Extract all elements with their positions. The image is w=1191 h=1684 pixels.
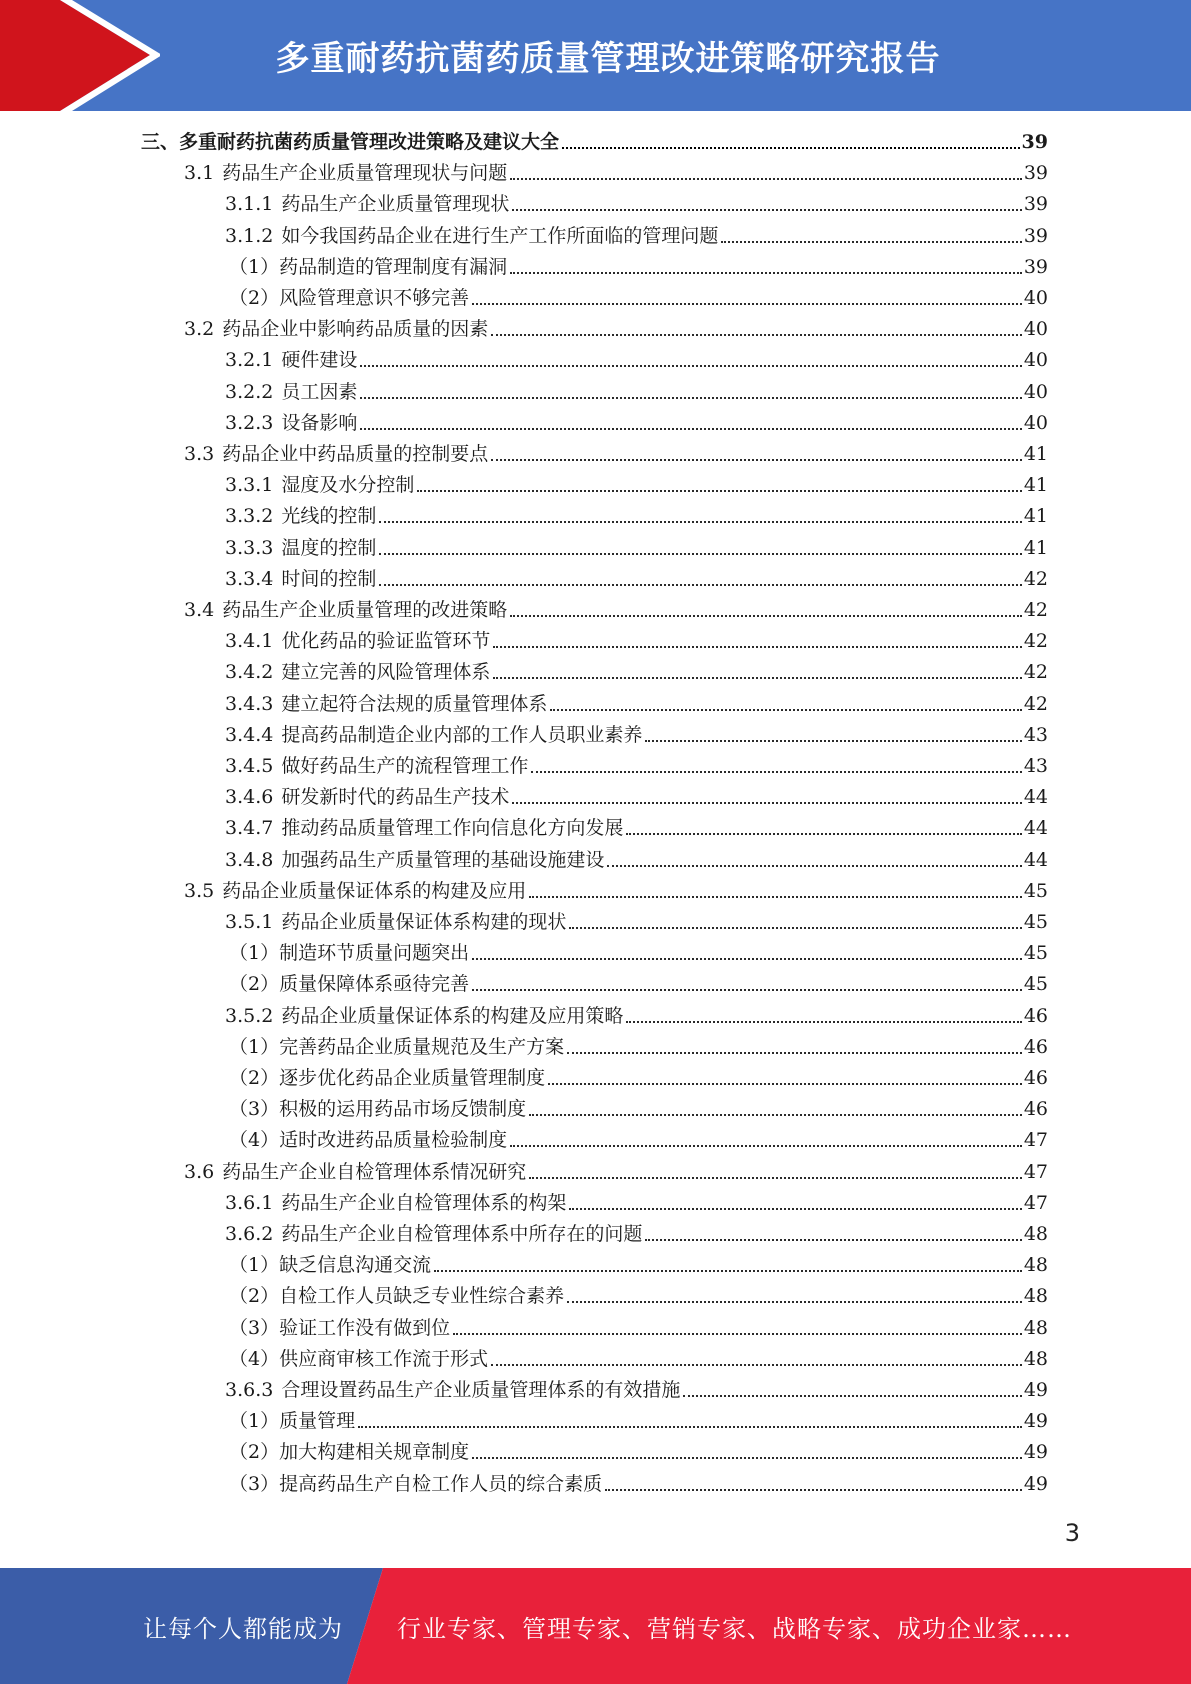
toc-dot-leader xyxy=(529,1176,1022,1179)
toc-entry[interactable] xyxy=(225,1001,1048,1029)
toc-entry-title: 建立起符合法规的质量管理体系 xyxy=(281,692,548,715)
toc-entry-number: 3.2 xyxy=(184,318,215,341)
toc-entry[interactable] xyxy=(229,1094,1048,1122)
toc-entry[interactable] xyxy=(229,1063,1048,1091)
toc-entry-title: （1）缺乏信息沟通交流 xyxy=(229,1254,432,1277)
toc-entry-page: 42 xyxy=(1023,599,1048,621)
toc-dot-leader xyxy=(510,177,1022,180)
toc-entry-page: 49 xyxy=(1023,1379,1048,1401)
toc-entry-page: 48 xyxy=(1023,1316,1048,1339)
toc-entry[interactable] xyxy=(225,408,1048,436)
toc-dot-leader xyxy=(379,583,1021,586)
toc-entry-number: 3.2.3 xyxy=(225,411,274,434)
toc-entry[interactable] xyxy=(225,345,1048,373)
toc-entry[interactable] xyxy=(225,377,1048,405)
toc-dot-leader xyxy=(360,364,1021,367)
toc-entry-page: 45 xyxy=(1023,973,1048,996)
toc-dot-leader xyxy=(493,676,1021,679)
toc-entry-title: （2）风险管理意识不够完善 xyxy=(229,287,470,309)
toc-dot-leader xyxy=(562,146,1020,149)
toc-entry-page: 41 xyxy=(1023,474,1048,497)
toc-dot-leader xyxy=(491,1363,1022,1366)
toc-entry-title: 温度的控制 xyxy=(281,536,377,559)
toc-entry[interactable] xyxy=(229,1344,1048,1372)
toc-entry-number: 3.4.2 xyxy=(225,661,274,684)
toc-entry-title: （4）供应商审核工作流于形式 xyxy=(229,1347,489,1370)
toc-entry[interactable] xyxy=(229,1032,1048,1060)
toc-dot-leader xyxy=(360,427,1021,430)
toc-entry[interactable] xyxy=(229,1313,1048,1341)
toc-entry-page: 48 xyxy=(1023,1347,1048,1370)
toc-entry-number: 3.6.1 xyxy=(225,1191,274,1214)
toc-entry-page: 44 xyxy=(1023,848,1048,871)
toc-entry-page: 43 xyxy=(1023,723,1048,746)
toc-entry-title: 三、多重耐药抗菌药质量管理改进策略及建议大全 xyxy=(141,131,560,153)
toc-entry-page: 46 xyxy=(1023,1067,1048,1089)
toc-entry-title: 药品生产企业自检管理体系情况研究 xyxy=(222,1160,527,1183)
toc-dot-leader xyxy=(510,614,1022,617)
toc-dot-leader xyxy=(493,645,1021,648)
toc-entry-page: 45 xyxy=(1023,911,1048,933)
toc-entry-title: 硬件建设 xyxy=(281,349,358,372)
toc-entry[interactable] xyxy=(229,252,1048,280)
toc-entry-title: 研发新时代的药品生产技术 xyxy=(281,786,510,809)
toc-dot-leader xyxy=(472,988,1022,991)
toc-dot-leader xyxy=(569,926,1021,929)
toc-entry-number: 3.4.8 xyxy=(225,848,274,871)
toc-entry-page: 41 xyxy=(1023,505,1048,528)
toc-entry-page: 45 xyxy=(1023,942,1048,965)
toc-entry-page: 46 xyxy=(1023,1098,1048,1121)
toc-entry-title: 推动药品质量管理工作向信息化方向发展 xyxy=(281,817,624,840)
toc-entry[interactable] xyxy=(225,470,1048,498)
toc-entry-page: 49 xyxy=(1023,1472,1048,1495)
toc-entry-number: 3.4.4 xyxy=(225,723,274,746)
toc-entry-page: 48 xyxy=(1023,1223,1048,1245)
toc-entry-title: 药品生产企业自检管理体系的构架 xyxy=(281,1191,567,1214)
footer-slogan-left: 让每个人都能成为 xyxy=(143,1614,343,1643)
toc-dot-leader xyxy=(434,1269,1022,1272)
toc-dot-leader xyxy=(548,1082,1022,1085)
toc-entry-page: 40 xyxy=(1023,287,1048,309)
toc-entry-title: （2）逐步优化药品企业质量管理制度 xyxy=(229,1067,546,1089)
toc-entry-title: 合理设置药品生产企业质量管理体系的有效措施 xyxy=(281,1379,681,1401)
toc-entry-title: 光线的控制 xyxy=(281,505,377,528)
toc-dot-leader xyxy=(491,458,1022,461)
toc-dot-leader xyxy=(607,864,1021,867)
toc-entry-page: 44 xyxy=(1023,786,1048,809)
toc-dot-leader xyxy=(626,832,1021,835)
toc-entry-page: 40 xyxy=(1023,411,1048,434)
toc-entry-title: 员工因素 xyxy=(281,380,358,403)
toc-entry-number: 3.5.2 xyxy=(225,1004,274,1027)
toc-entry-page: 49 xyxy=(1023,1441,1048,1464)
toc-entry-number: 3.2.1 xyxy=(225,349,274,372)
toc-entry-number: 3.3 xyxy=(184,443,215,465)
toc-entry[interactable] xyxy=(225,782,1048,810)
toc-entry-title: （1）药品制造的管理制度有漏洞 xyxy=(229,255,508,278)
toc-entry[interactable] xyxy=(184,158,1048,186)
toc-entry-page: 44 xyxy=(1023,817,1048,840)
toc-entry-page: 39 xyxy=(1021,131,1048,153)
toc-dot-leader xyxy=(626,1020,1021,1023)
toc-dot-leader xyxy=(453,1332,1022,1335)
toc-entry-page: 49 xyxy=(1023,1410,1048,1433)
toc-dot-leader xyxy=(531,770,1021,773)
page-number: 3 xyxy=(1064,1519,1080,1547)
toc-entry[interactable] xyxy=(225,533,1048,561)
toc-entry-number: 3.3.4 xyxy=(225,567,274,590)
toc-entry-number: 3.6.2 xyxy=(225,1223,274,1245)
toc-entry-number: 3.3.1 xyxy=(225,474,274,497)
toc-dot-leader xyxy=(472,957,1022,960)
toc-entry-page: 42 xyxy=(1023,692,1048,715)
toc-entry-page: 46 xyxy=(1023,1035,1048,1058)
toc-dot-leader xyxy=(512,801,1021,804)
toc-entry[interactable] xyxy=(141,127,1048,155)
toc-dot-leader xyxy=(721,240,1021,243)
toc-entry-title: 药品生产企业质量管理现状 xyxy=(281,193,510,216)
toc-entry[interactable] xyxy=(225,907,1048,935)
toc-entry-number: 3.4.3 xyxy=(225,692,274,715)
toc-entry-number: 3.5.1 xyxy=(225,911,274,933)
toc-entry-title: 加强药品生产质量管理的基础设施建设 xyxy=(281,848,605,871)
toc-dot-leader xyxy=(379,520,1021,523)
toc-entry[interactable] xyxy=(229,1125,1048,1153)
toc-entry-title: （4）适时改进药品质量检验制度 xyxy=(229,1129,508,1152)
toc-dot-leader xyxy=(645,1238,1021,1241)
toc-dot-leader xyxy=(379,552,1021,555)
toc-entry-title: 如今我国药品企业在进行生产工作所面临的管理问题 xyxy=(281,224,719,247)
toc-entry-page: 42 xyxy=(1023,630,1048,653)
toc-dot-leader xyxy=(358,1425,1022,1428)
toc-entry-number: 3.4.7 xyxy=(225,817,274,840)
page-header xyxy=(0,0,1191,111)
toc-entry[interactable] xyxy=(229,1281,1048,1309)
toc-dot-leader xyxy=(605,1488,1022,1491)
toc-entry-number: 3.1.1 xyxy=(225,193,274,216)
toc-entry-page: 48 xyxy=(1023,1254,1048,1277)
toc-dot-leader xyxy=(567,1300,1022,1303)
toc-dot-leader xyxy=(510,1144,1022,1147)
toc-entry-title: 做好药品生产的流程管理工作 xyxy=(281,755,529,777)
toc-entry-number: 3.6 xyxy=(184,1160,215,1183)
toc-entry[interactable] xyxy=(225,813,1048,841)
toc-entry-page: 41 xyxy=(1023,536,1048,559)
toc-entry-page: 40 xyxy=(1023,380,1048,403)
toc-entry[interactable] xyxy=(225,564,1048,592)
toc-entry[interactable] xyxy=(225,845,1048,873)
toc-entry-page: 41 xyxy=(1023,443,1048,465)
toc-dot-leader xyxy=(529,1113,1022,1116)
toc-entry-number: 3.4.5 xyxy=(225,755,274,777)
toc-entry-page: 48 xyxy=(1023,1285,1048,1308)
toc-entry-page: 40 xyxy=(1023,318,1048,341)
toc-dot-leader xyxy=(417,489,1021,492)
toc-entry-title: （1）质量管理 xyxy=(229,1410,356,1433)
toc-entry[interactable] xyxy=(225,1188,1048,1216)
toc-entry-page: 39 xyxy=(1023,224,1048,247)
toc-entry-number: 3.1 xyxy=(184,162,215,185)
toc-entry[interactable] xyxy=(225,657,1048,685)
toc-entry-title: 优化药品的验证监管环节 xyxy=(281,630,491,653)
footer-slogan-right: 行业专家、管理专家、营销专家、战略专家、成功企业家…… xyxy=(397,1614,1072,1643)
toc-entry[interactable] xyxy=(229,1250,1048,1278)
toc-dot-leader xyxy=(472,302,1022,305)
toc-entry[interactable] xyxy=(225,501,1048,529)
toc-entry-title: （2）质量保障体系亟待完善 xyxy=(229,973,470,996)
toc-entry[interactable] xyxy=(229,969,1048,997)
toc-entry-title: 药品企业质量保证体系的构建及应用 xyxy=(222,879,527,902)
toc-entry-number: 3.1.2 xyxy=(225,224,274,247)
toc-entry[interactable] xyxy=(225,189,1048,217)
toc-entry-title: 湿度及水分控制 xyxy=(281,474,415,497)
toc-entry[interactable] xyxy=(225,221,1048,249)
toc-entry[interactable] xyxy=(229,283,1048,311)
toc-entry[interactable] xyxy=(225,751,1048,779)
toc-entry[interactable] xyxy=(225,1375,1048,1403)
toc-entry-page: 39 xyxy=(1023,162,1048,185)
toc-entry-page: 46 xyxy=(1023,1004,1048,1027)
toc-entry-page: 47 xyxy=(1023,1191,1048,1214)
toc-entry-page: 40 xyxy=(1023,349,1048,372)
toc-entry-page: 47 xyxy=(1023,1129,1048,1152)
toc-entry-page: 39 xyxy=(1023,193,1048,216)
toc-entry-title: 药品企业中药品质量的控制要点 xyxy=(222,443,489,465)
toc-entry[interactable] xyxy=(229,938,1048,966)
toc-entry-title: （2）加大构建相关规章制度 xyxy=(229,1441,470,1464)
toc-entry[interactable] xyxy=(225,689,1048,717)
toc-entry-page: 42 xyxy=(1023,567,1048,590)
toc-entry-title: 建立完善的风险管理体系 xyxy=(281,661,491,684)
toc-entry-number: 3.3.2 xyxy=(225,505,274,528)
toc-entry-title: 药品生产企业质量管理的改进策略 xyxy=(222,599,508,621)
toc-dot-leader xyxy=(569,1207,1021,1210)
toc-entry-page: 43 xyxy=(1023,755,1048,777)
toc-dot-leader xyxy=(512,208,1021,211)
toc-entry[interactable] xyxy=(225,720,1048,748)
toc-dot-leader xyxy=(567,1051,1022,1054)
toc-entry-title: （3）积极的运用药品市场反馈制度 xyxy=(229,1098,527,1121)
toc-dot-leader xyxy=(510,271,1022,274)
toc-entry[interactable] xyxy=(184,595,1048,623)
toc-dot-leader xyxy=(472,1456,1022,1459)
toc-entry-title: （3）提高药品生产自检工作人员的综合素质 xyxy=(229,1472,603,1495)
toc-entry-page: 39 xyxy=(1023,255,1048,278)
toc-entry[interactable] xyxy=(229,1437,1048,1465)
toc-entry-title: （3）验证工作没有做到位 xyxy=(229,1316,451,1339)
page-footer xyxy=(0,1568,1191,1684)
toc-entry-title: （2）自检工作人员缺乏专业性综合素养 xyxy=(229,1285,565,1308)
toc-dot-leader xyxy=(491,333,1022,336)
toc-dot-leader xyxy=(360,396,1021,399)
toc-entry-page: 42 xyxy=(1023,661,1048,684)
toc-entry[interactable] xyxy=(229,1469,1048,1497)
toc-entry-number: 3.5 xyxy=(184,879,215,902)
toc-entry-title: 时间的控制 xyxy=(281,567,377,590)
toc-entry-title: 药品生产企业自检管理体系中所存在的问题 xyxy=(281,1223,643,1245)
toc-entry-page: 47 xyxy=(1023,1160,1048,1183)
toc-entry-number: 3.4.6 xyxy=(225,786,274,809)
toc-entry-number: 3.3.3 xyxy=(225,536,274,559)
toc-entry-title: 药品生产企业质量管理现状与问题 xyxy=(222,162,508,185)
toc-dot-leader xyxy=(683,1394,1021,1397)
report-title: 多重耐药抗菌药质量管理改进策略研究报告 xyxy=(275,39,941,79)
toc-entry-page: 45 xyxy=(1023,879,1048,902)
toc-entry-title: （1）制造环节质量问题突出 xyxy=(229,942,470,965)
toc-entry-number: 3.2.2 xyxy=(225,380,274,403)
toc-entry-number: 3.4.1 xyxy=(225,630,274,653)
toc-dot-leader xyxy=(550,708,1021,711)
toc-entry[interactable] xyxy=(225,626,1048,654)
toc-entry-title: 药品企业质量保证体系的构建及应用策略 xyxy=(281,1004,624,1027)
toc-entry-title: 提高药品制造企业内部的工作人员职业素养 xyxy=(281,723,643,746)
toc-entry-title: 设备影响 xyxy=(281,411,358,434)
toc-entry[interactable] xyxy=(184,314,1048,342)
toc-entry-title: （1）完善药品企业质量规范及生产方案 xyxy=(229,1035,565,1058)
toc-entry-number: 3.4 xyxy=(184,599,215,621)
toc-entry-title: 药品企业中影响药品质量的因素 xyxy=(222,318,489,341)
toc-entry[interactable] xyxy=(225,1219,1048,1247)
toc-entry[interactable] xyxy=(184,876,1048,904)
toc-entry[interactable] xyxy=(184,439,1048,467)
toc-dot-leader xyxy=(645,739,1021,742)
toc-entry[interactable] xyxy=(229,1406,1048,1434)
toc-entry-title: 药品企业质量保证体系构建的现状 xyxy=(281,911,567,933)
toc-dot-leader xyxy=(529,895,1022,898)
toc-entry-number: 3.6.3 xyxy=(225,1379,274,1401)
toc-entry[interactable] xyxy=(184,1157,1048,1185)
